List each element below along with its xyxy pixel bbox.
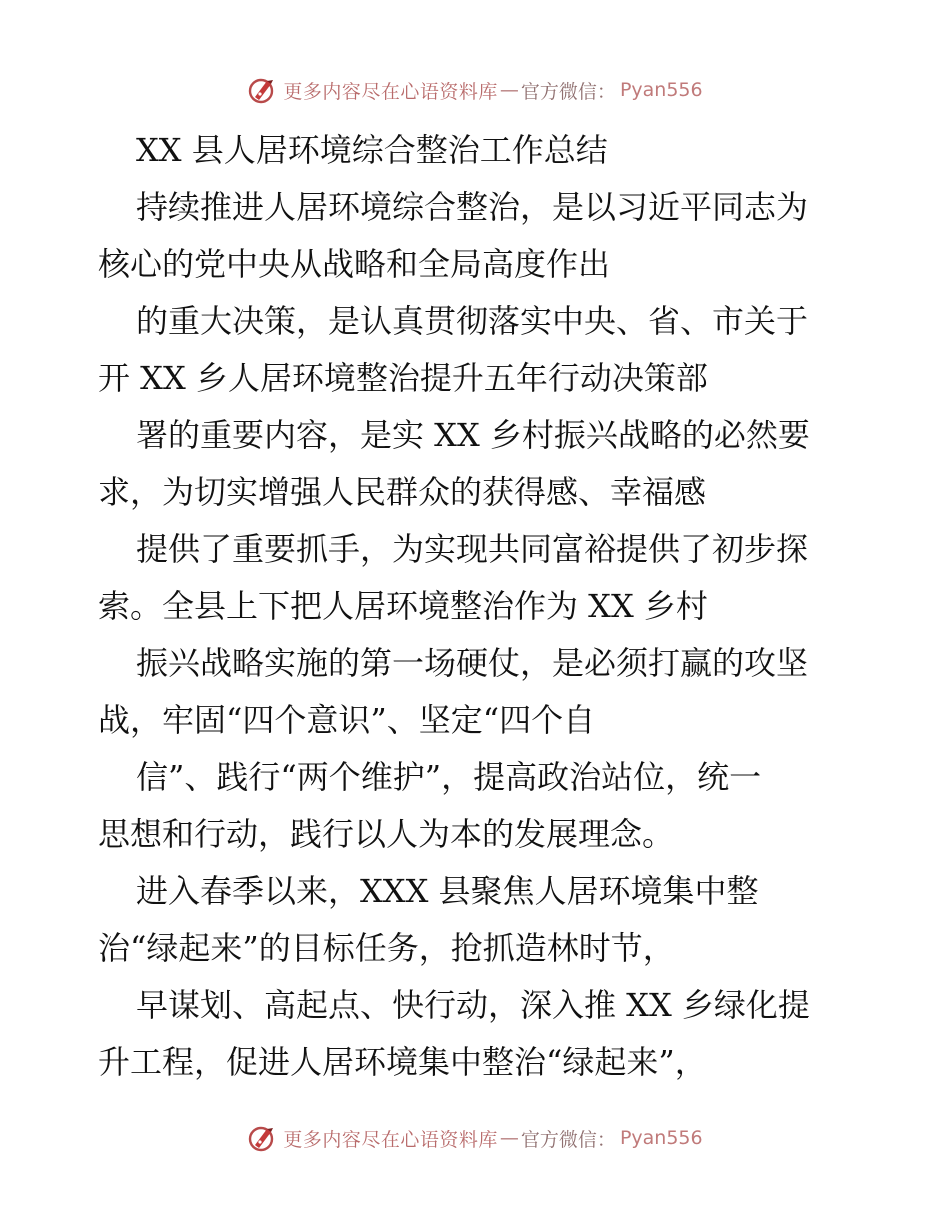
text-line: 核心的党中央从战略和全局高度作出 [98,245,611,283]
text-line: 持续推进人居环境综合整治，是以习近平同志为 [136,188,809,226]
text-line: 信”、践行“两个维护”，提高政治站位，统一 [136,758,762,796]
pen-nib-circle-icon [247,1123,277,1153]
watermark-wechat-id: Pyan556 [619,1127,703,1149]
text-line: 思想和行动，践行以人为本的发展理念。 [98,815,675,853]
text-line: 升工程，促进人居环境集中整治“绿起来”， [98,1043,707,1081]
text-line: 战，牢固“四个意识”、坚定“四个自 [98,701,596,739]
text-line: 索。全县上下把人居环境整治作为 XX 乡村 [98,587,708,625]
watermark-brand-text: 更多内容尽在心语资料库 [283,1128,498,1151]
watermark-brand-text: 更多内容尽在心语资料库 [283,80,498,103]
text-line: 开 XX 乡人居环境整治提升五年行动决策部 [98,359,708,397]
watermark-dash: — [499,79,519,101]
watermark-official-label: 官方微信： [520,80,616,103]
text-line: 进入春季以来，XXX 县聚焦人居环境集中整 [136,872,759,910]
watermark-wechat-id: Pyan556 [619,79,703,101]
text-line: 振兴战略实施的第一场硬仗，是必须打赢的攻坚 [136,644,809,682]
text-line: 早谋划、高起点、快行动，深入推 XX 乡绿化提 [136,986,810,1024]
text-line: 的重大决策，是认真贯彻落实中央、省、市关于 [136,302,809,340]
watermark-official-label: 官方微信： [520,1128,616,1151]
text-line: 求，为切实增强人民群众的获得感、幸福感 [98,473,707,511]
header-watermark [0,70,950,110]
document-body [98,122,858,1091]
text-line: 署的重要内容，是实 XX 乡村振兴战略的必然要 [136,416,810,454]
text-line: 提供了重要抓手，为实现共同富裕提供了初步探 [136,530,809,568]
document-title: XX 县人居环境综合整治工作总结 [136,131,608,169]
text-line: 治“绿起来”的目标任务，抢抓造林时节， [98,929,675,967]
pen-nib-circle-icon [247,75,277,105]
watermark-dash: — [499,1127,519,1149]
footer-watermark [0,1118,950,1158]
